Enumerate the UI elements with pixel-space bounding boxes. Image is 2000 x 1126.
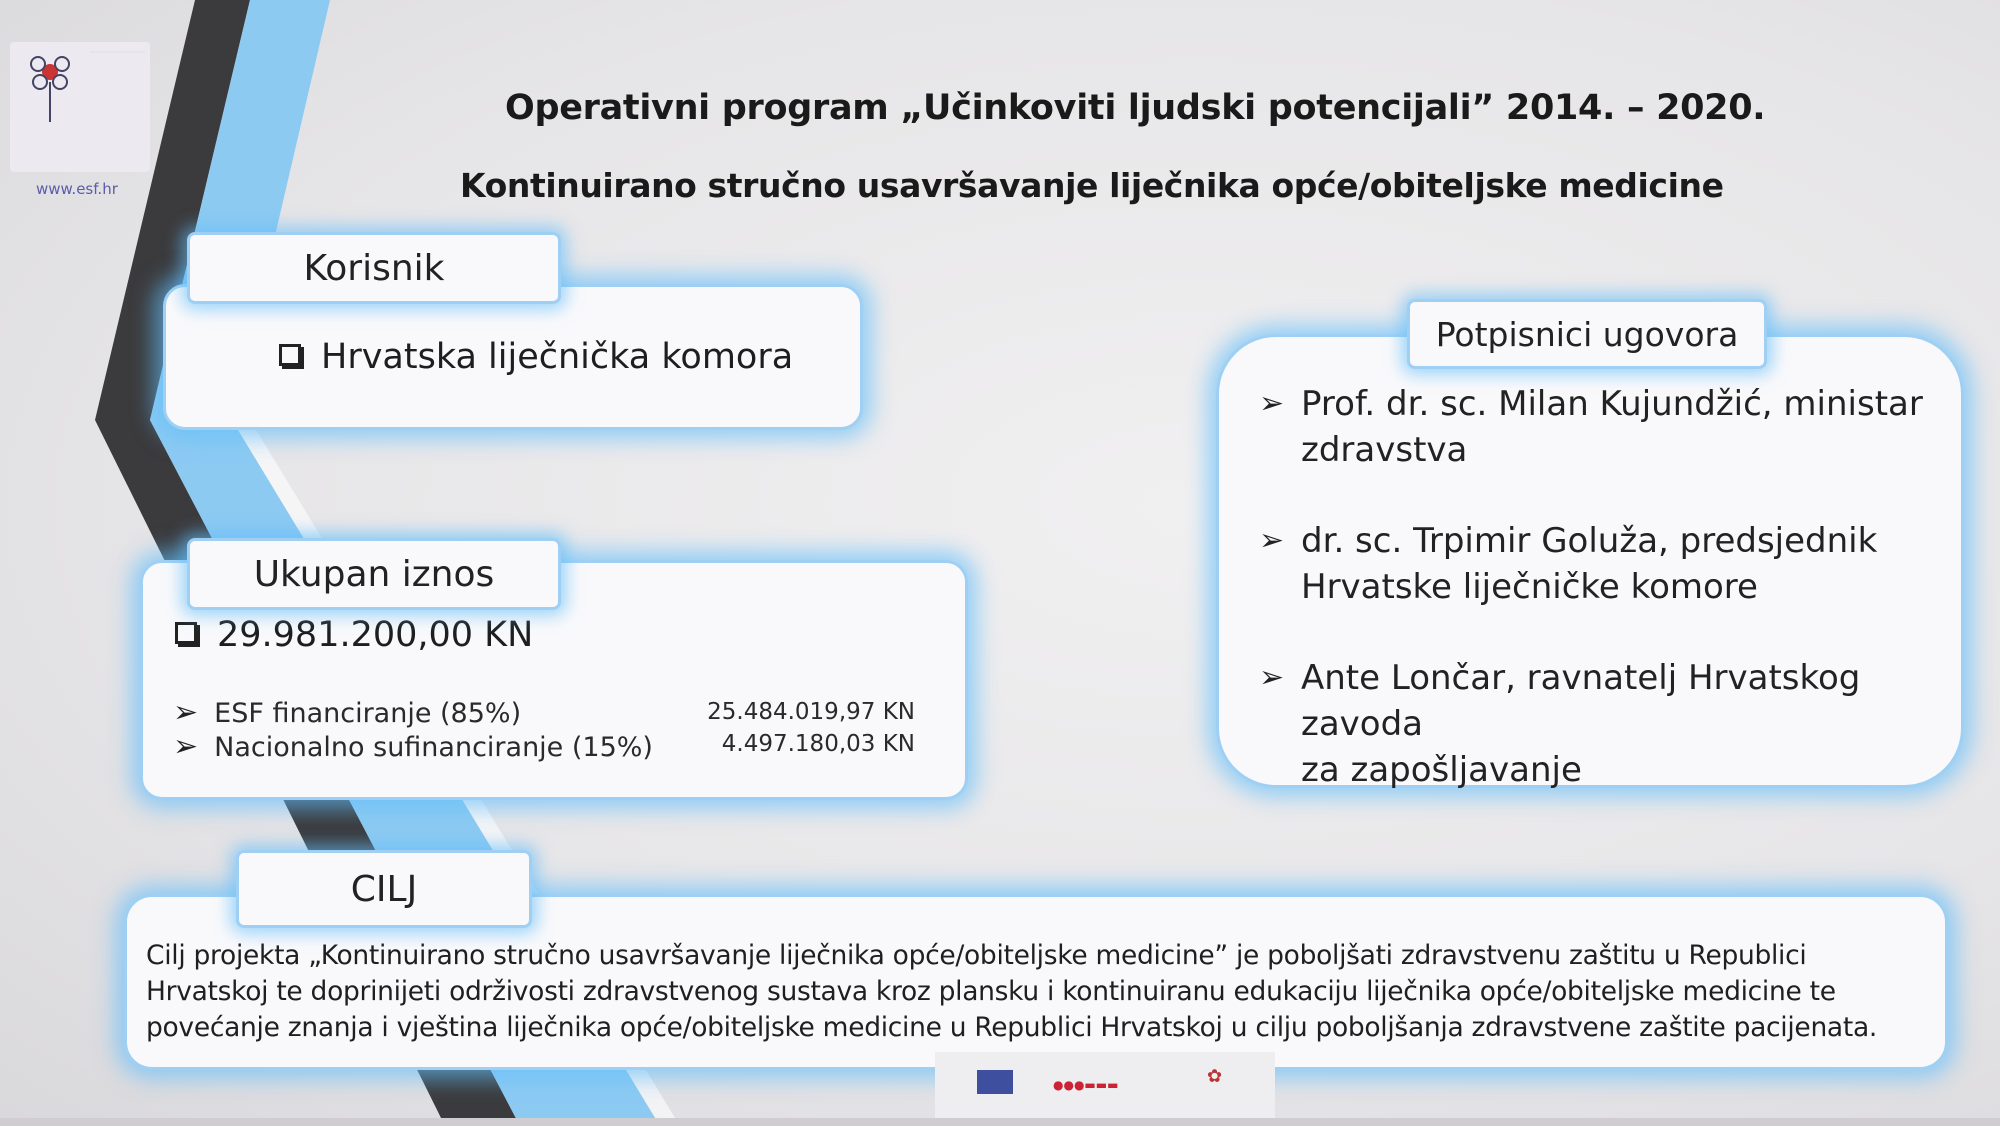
funding-row <box>173 695 521 730</box>
korisnik-tab: Korisnik <box>187 232 561 304</box>
arrowhead-bullet-icon: ➢ <box>1259 386 1285 421</box>
signatory-line1: Ante Lončar, ravnatelj Hrvatskog zavoda <box>1301 658 1861 744</box>
potpisnici-box <box>1216 334 1964 788</box>
slide-subtitle: Kontinuirano stručno usavršavanje liječnika opće/obiteljske medicine <box>460 166 1724 205</box>
checkbox-square-icon <box>279 344 301 366</box>
partner-logo-icon: ●●●▬▬▬ <box>1053 1078 1119 1092</box>
arrowhead-bullet-icon: ➢ <box>1259 660 1285 695</box>
arrowhead-bullet-icon: ➢ <box>173 729 199 764</box>
logo-caption: www.esf.hr <box>36 180 118 198</box>
checkbox-square-icon <box>175 622 197 644</box>
screen-bottom-edge <box>0 1118 2000 1126</box>
cilj-tab: CILJ <box>236 850 532 928</box>
arrowhead-bullet-icon: ➢ <box>173 695 199 730</box>
funding-label: Nacionalno sufinanciranje (15%) <box>214 732 653 763</box>
flower-logo-icon <box>10 42 150 132</box>
korisnik-item: Hrvatska liječnička komora <box>321 337 794 377</box>
arrowhead-bullet-icon: ➢ <box>1259 523 1285 558</box>
slide-title: Operativni program „Učinkoviti ljudski potencijali” 2014. – 2020. <box>505 88 1766 128</box>
ukupan-iznos-total: 29.981.200,00 KN <box>217 615 534 655</box>
korisnik-box <box>163 284 863 430</box>
signatory-line1: dr. sc. Trpimir Goluža, predsjednik <box>1301 521 1878 561</box>
funding-label: ESF financiranje (85%) <box>214 698 522 729</box>
cilj-text: Cilj projekta „Kontinuirano stručno usavršavanje liječnika opće/obiteljske medicine” je poboljšati zdravstvenu zaštitu u Republici Hrvatskoj te doprinijeti održivosti zdravstvenog sustava kroz plansku i kontinuiranu edukaciju liječnika opće/obiteljske medicine te povećanje znanja i vještina liječnika opće/obiteljske medicine u Republici Hrvatskoj u cilju poboljšanja zdravstvene zaštite pacijenata. <box>146 940 1878 1043</box>
signatory-line2: za zapošljavanje <box>1301 750 1582 790</box>
signatory-line2: Hrvatske liječničke komore <box>1301 567 1758 607</box>
potpisnici-tab: Potpisnici ugovora <box>1407 299 1767 369</box>
signatory-item <box>1259 655 1961 793</box>
footer-logos <box>935 1052 1275 1118</box>
ukupan-iznos-tab: Ukupan iznos <box>187 538 561 610</box>
eu-flag-icon <box>977 1070 1013 1094</box>
funding-amount: 4.497.180,03 KN <box>721 731 915 757</box>
esf-logo <box>10 42 150 198</box>
signatory-item <box>1259 381 1923 473</box>
signatory-line1: Prof. dr. sc. Milan Kujundžić, ministar <box>1301 384 1923 424</box>
esf-small-logo-icon: ✿ <box>1207 1066 1223 1087</box>
signatory-line2: zdravstva <box>1301 430 1468 470</box>
funding-row <box>173 729 653 764</box>
signatory-item <box>1259 518 1878 610</box>
funding-amount: 25.484.019,97 KN <box>707 699 915 725</box>
